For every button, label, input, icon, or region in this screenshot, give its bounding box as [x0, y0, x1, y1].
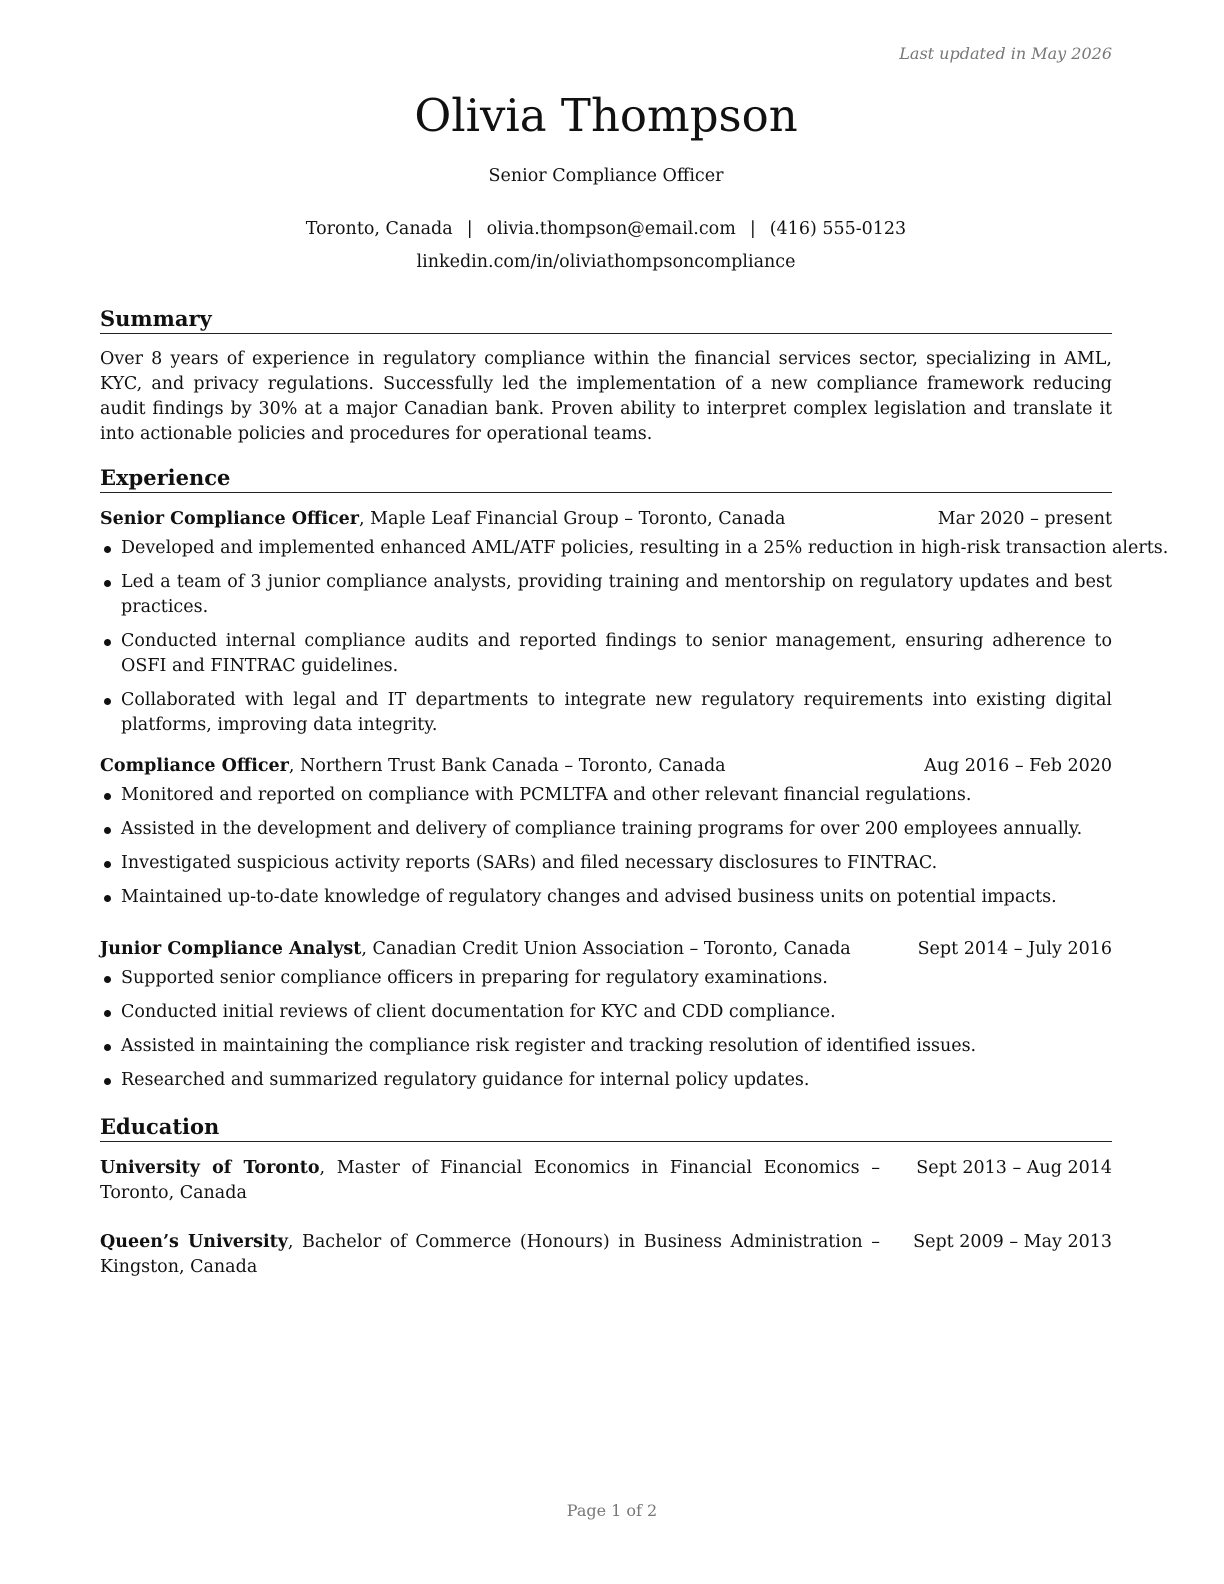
job-bullets [100, 966, 1112, 1093]
education-entry [100, 1230, 1112, 1280]
job-entry [100, 754, 1112, 919]
education-details: , Bachelor of Commerce (Honours) in Business Administration – Kingston, Canada [100, 1232, 880, 1277]
candidate-headline: Senior Compliance Officer [488, 166, 724, 186]
candidate-name: Olivia Thompson [414, 89, 798, 142]
job-date: Aug 2016 – Feb 2020 [924, 756, 1112, 776]
job-entry [100, 507, 1169, 747]
education-entry [100, 1156, 1112, 1206]
job-bullet: Assisted in the development and delivery of compliance training programs for over 200 employees annually. [100, 817, 1112, 842]
contact-separator: | [749, 219, 756, 239]
phone-text: (416) 555-0123 [769, 219, 907, 239]
job-header [100, 754, 1112, 779]
job-bullet: Maintained up-to-date knowledge of regulatory changes and advised business units on potential impacts. [100, 885, 1112, 910]
job-title-line [100, 937, 851, 962]
education-details: , Master of Financial Economics in Financial Economics – Toronto, Canada [100, 1158, 880, 1203]
linkedin-link[interactable]: linkedin.com/in/oliviathompsoncompliance [416, 252, 796, 272]
job-org: , Canadian Credit Union Association – Toronto, Canada [361, 939, 851, 959]
job-title-line [100, 507, 785, 532]
section-title-summary: Summary [100, 305, 1112, 334]
job-bullet: Assisted in maintaining the compliance risk register and tracking resolution of identified issues. [100, 1034, 1112, 1059]
contact-separator: | [466, 219, 473, 239]
job-org: , Maple Leaf Financial Group – Toronto, Canada [359, 509, 786, 529]
job-bullet: Collaborated with legal and IT departments to integrate new regulatory requirements into existing digital platforms, improving data integrity. [100, 688, 1112, 738]
page-number: Page 1 of 2 [566, 1501, 658, 1520]
job-header [100, 937, 1112, 962]
job-entry [100, 937, 1112, 1102]
job-header [100, 507, 1112, 532]
job-bullet: Conducted internal compliance audits and reported findings to senior management, ensuring adherence to OSFI and FINTRAC guidelines. [100, 629, 1112, 679]
job-date: Sept 2014 – July 2016 [917, 939, 1112, 959]
job-bullet: Developed and implemented enhanced AML/ATF policies, resulting in a 25% reduction in high-risk transaction alerts. [100, 536, 1112, 561]
job-role: Junior Compliance Analyst [100, 939, 362, 959]
last-updated-note: Last updated in May 2026 [899, 44, 1112, 63]
contact-line [100, 219, 1112, 239]
education-institution: University of Toronto [100, 1158, 320, 1178]
education-main [100, 1230, 880, 1280]
education-date: Sept 2013 – Aug 2014 [916, 1158, 1112, 1178]
job-bullets [100, 783, 1112, 910]
education-main [100, 1156, 880, 1206]
job-bullet: Conducted initial reviews of client documentation for KYC and CDD compliance. [100, 1000, 1112, 1025]
job-org: , Northern Trust Bank Canada – Toronto, Canada [288, 756, 726, 776]
job-role: Senior Compliance Officer [100, 509, 359, 529]
job-bullet: Investigated suspicious activity reports (SARs) and filed necessary disclosures to FINTRAC. [100, 851, 1112, 876]
job-bullet: Led a team of 3 junior compliance analysts, providing training and mentorship on regulatory updates and best practices. [100, 570, 1112, 620]
job-bullet: Researched and summarized regulatory guidance for internal policy updates. [100, 1068, 1112, 1093]
summary-text: Over 8 years of experience in regulatory compliance within the financial services sector, specializing in AML, KYC, and privacy regulations. Successfully led the implementation of a new compliance framework reducing audit findings by 30% at a major Canadian bank. Proven ability to interpret complex legislation and translate it into actionable policies and procedures for operational teams. [100, 349, 1112, 444]
job-title-line [100, 754, 726, 779]
job-bullet: Supported senior compliance officers in preparing for regulatory examinations. [100, 966, 1112, 991]
job-bullets [100, 536, 1169, 738]
education-institution: Queen’s University [100, 1232, 288, 1252]
location-text: Toronto, Canada [305, 219, 453, 239]
job-role: Compliance Officer [100, 756, 289, 776]
section-title-experience: Experience [100, 464, 1112, 493]
job-date: Mar 2020 – present [937, 509, 1112, 529]
email-link[interactable]: olivia.thompson@email.com [486, 219, 736, 239]
job-bullet: Monitored and reported on compliance with PCMLTFA and other relevant financial regulations. [100, 783, 1112, 808]
education-date: Sept 2009 – May 2013 [913, 1232, 1112, 1252]
section-title-education: Education [100, 1113, 1112, 1142]
